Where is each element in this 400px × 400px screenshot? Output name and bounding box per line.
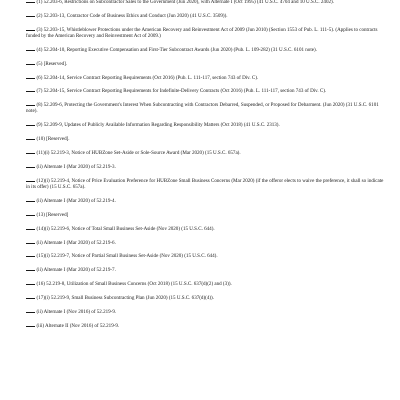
checkbox-line[interactable]: [26, 135, 35, 140]
clause-text: (5) [Reserved].: [36, 60, 68, 67]
clause-item: [26, 197, 386, 204]
checkbox-line[interactable]: [26, 101, 35, 106]
checkbox-line[interactable]: [26, 239, 35, 244]
checkbox-line[interactable]: [26, 211, 35, 216]
checkbox-line[interactable]: [26, 74, 35, 79]
clause-item: [26, 121, 386, 128]
clause-item: [26, 46, 386, 53]
clause-text: (16) 52.219-8, Utilization of Small Business Concerns (Oct 2018) (15 U.S.C. 637(d)(2) and (3)).: [36, 281, 232, 288]
checkbox-line[interactable]: [26, 280, 35, 285]
checkbox-line[interactable]: [26, 163, 35, 168]
clause-item: [26, 26, 386, 39]
clause-text: (17)(i) 52.219-9, Small Business Subcontracting Plan (Jun 2020) (15 U.S.C. 637(d)(4)).: [36, 295, 214, 302]
clause-text: (12)(i) 52.219-4, Notice of Price Evaluation Preference for HUBZone Small Business Concerns (Mar 2020) (if the offeror elects to waive the preference, it shall so indicate in its offer) (15 U.S.C. 657a).: [26, 177, 384, 190]
checkbox-line[interactable]: [26, 12, 35, 17]
clause-item: [26, 266, 386, 273]
checkbox-line[interactable]: [26, 121, 35, 126]
clause-item: [26, 252, 386, 259]
checkbox-line[interactable]: [26, 26, 35, 31]
clause-text: (3) 52.203-15, Whistleblower Protections under the American Recovery and Reinvestment Act of 2009 (Jun 2010) (Section 1553 of Pub. L. 111-5). (Applies to contracts funded by the American Recovery and Reinvestment Act of 2009.): [26, 26, 378, 39]
clause-text: (15)(i) 52.219-7, Notice of Partial Small Business Set-Aside (Nov 2020) (15 U.S.C. 644).: [36, 253, 218, 260]
clause-item: [26, 308, 386, 315]
clause-text: (iii) Alternate II (Nov 2016) of 52.219-9.: [36, 322, 120, 329]
clause-text: (8) 52.209-6, Protecting the Government's Interest When Subcontracting with Contractors Debarred, Suspended, or Proposed for Debarment. (Jun 2020) (31 U.S.C. 6101 note).: [26, 102, 379, 115]
clause-item: [26, 322, 386, 329]
checkbox-line[interactable]: [26, 252, 35, 257]
clause-item: [26, 294, 386, 301]
checkbox-line[interactable]: [26, 294, 35, 299]
clause-text: (9) 52.209-9, Updates of Publicly Available Information Regarding Responsibility Matters (Oct 2018) (41 U.S.C. 2313).: [36, 122, 280, 129]
clause-text: (11)(i) 52.219-3, Notice of HUBZone Set-Aside or Sole-Source Award (Mar 2020) (15 U.S.C. 657a).: [36, 150, 241, 157]
clause-item: [26, 0, 386, 5]
clause-text: (ii) Alternate I (Mar 2020) of 52.219-7.: [36, 267, 116, 274]
clause-item: [26, 225, 386, 232]
clause-text: (14)(i) 52.219-6, Notice of Total Small Business Set-Aside (Nov 2020) (15 U.S.C. 644).: [36, 225, 215, 232]
clause-text: (6) 52.204-14, Service Contract Reporting Requirements (Oct 2016) (Pub. L. 111-117, section 743 of Div. C).: [36, 74, 259, 81]
clause-item: [26, 87, 386, 94]
clause-list: [26, 0, 386, 336]
clause-text: (1) 52.203-6, Restrictions on Subcontractor Sales to the Government (Jun 2020), with Alternate I (Oct 1995) (41 U.S.C. 4704 and 10 U.S.C. 2402).: [36, 0, 334, 5]
clause-item: [26, 135, 386, 142]
checkbox-line[interactable]: [26, 266, 35, 271]
checkbox-line[interactable]: [26, 46, 35, 51]
clause-text: (2) 52.203-13, Contractor Code of Business Ethics and Conduct (Jun 2020) (41 U.S.C. 3509)).: [36, 12, 228, 19]
checkbox-line[interactable]: [26, 177, 35, 182]
clause-text: (13) [Reserved]: [36, 211, 69, 218]
checkbox-line[interactable]: [26, 197, 35, 202]
clause-text: (ii) Alternate I (Mar 2020) of 52.219-4.: [36, 197, 116, 204]
clause-item: [26, 211, 386, 218]
clause-item: [26, 239, 386, 246]
clause-text: (7) 52.204-15, Service Contract Reporting Requirements for Indefinite-Delivery Contracts (Oct 2016) (Pub. L. 111-117, section 743 of Div. C).: [36, 88, 327, 95]
checkbox-line[interactable]: [26, 225, 35, 230]
clause-item: [26, 163, 386, 170]
checkbox-line[interactable]: [26, 149, 35, 154]
clause-text: (4) 52.204-10, Reporting Executive Compensation and First-Tier Subcontract Awards (Jun 2020) (Pub. L. 109-282) (31 U.S.C. 6101 note).: [36, 46, 317, 53]
clause-text: (ii) Alternate I (Mar 2020) of 52.219-6.: [36, 239, 116, 246]
clause-item: [26, 12, 386, 19]
checkbox-line[interactable]: [26, 308, 35, 313]
checkbox-line[interactable]: [26, 87, 35, 92]
checkbox-line[interactable]: [26, 60, 35, 65]
clause-item: [26, 60, 386, 67]
clause-item: [26, 149, 386, 156]
checkbox-line[interactable]: [26, 322, 35, 327]
clause-item: [26, 74, 386, 81]
clause-item: [26, 101, 386, 114]
clause-text: (10) [Reserved].: [36, 136, 70, 143]
clause-item: [26, 280, 386, 287]
clause-text: (ii) Alternate I (Nov 2016) of 52.219-9.: [36, 308, 117, 315]
checkbox-line[interactable]: [26, 0, 35, 3]
clause-text: (ii) Alternate I (Mar 2020) of 52.219-3.: [36, 163, 116, 170]
clause-item: [26, 177, 386, 190]
